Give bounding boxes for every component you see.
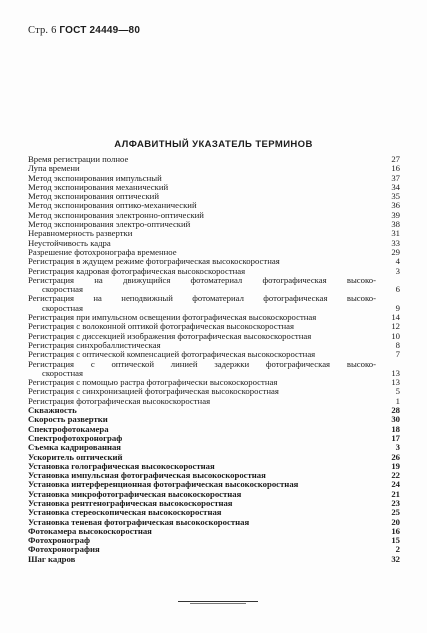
index-page-number: 26: [391, 451, 400, 462]
index-term: Метод экспонирования электро-оптический: [28, 220, 191, 230]
index-page-number: 23: [391, 497, 400, 508]
index-term: Неравномерность развертки: [28, 229, 133, 239]
index-term-continuation: скоростная: [42, 367, 84, 378]
index-term: Регистрация с оптической компенсацией фотографическая высокоскоростная: [28, 350, 316, 360]
index-term: Съемка кадрированная: [28, 443, 121, 453]
index-entry: [28, 257, 400, 266]
index-page-number: 3: [395, 442, 400, 453]
index-entry: [28, 229, 400, 238]
index-page-number: 34: [391, 181, 400, 192]
index-page-number: 31: [391, 228, 400, 239]
index-page-number: 29: [391, 246, 400, 257]
index-term: Установка рентгенографическая высокоскоростная: [28, 498, 233, 508]
index-page-number: 38: [391, 219, 400, 230]
index-entry: [28, 313, 400, 322]
index-term: Скорость развертки: [28, 415, 108, 425]
index-term: Установка микрофотографическая высокоскоростная: [28, 489, 242, 499]
index-term: Метод экспонирования оптико-механический: [28, 201, 197, 211]
index-entry: [28, 434, 400, 443]
index-page-number: 17: [391, 432, 400, 443]
index-entry: [28, 490, 400, 499]
index-entry: [28, 350, 400, 359]
index-page-number: 14: [391, 312, 400, 323]
index-term: Спектрофотохронограф: [28, 433, 123, 443]
index-entry: [28, 425, 400, 434]
index-entry: [28, 201, 400, 210]
index-term: Спектрофотокамера: [28, 424, 109, 434]
index-term: Неустойчивость кадра: [28, 238, 111, 248]
index-term: Метод экспонирования оптический: [28, 192, 159, 202]
index-term: Регистрация с синхронизацией фотографическая высокоскоростная: [28, 387, 279, 397]
index-entry: [28, 220, 400, 229]
index-term: Регистрация синхробаллистическая: [28, 340, 161, 350]
index-term-line: Регистрация на неподвижный фотоматериал фотографическая высоко-: [28, 294, 376, 304]
index-term: Регистрация в ждущем режиме фотографическая высокоскоростная: [28, 257, 280, 267]
index-entry: [28, 387, 400, 396]
index-term: Установка голографическая высокоскоростная: [28, 461, 215, 471]
index-term-line: Регистрация с оптической линией задержки фотографическая высоко-: [28, 359, 376, 369]
index-entry: [28, 276, 400, 295]
page-number-label: Стр. 6: [28, 25, 57, 36]
index-term: Установка теневая фотографическая высокоскоростная: [28, 517, 250, 527]
index-entry: [28, 322, 400, 331]
index-page-number: 15: [391, 535, 400, 546]
index-page-number: 10: [391, 330, 400, 341]
index-entry: [28, 239, 400, 248]
index-page-number: 7: [395, 349, 400, 360]
index-page-number: 27: [391, 154, 400, 164]
index-page-number: 25: [391, 507, 400, 518]
index-term: [28, 294, 376, 313]
index-term: Регистрация с помощью растра фотографически высокоскоростная: [28, 378, 278, 388]
index-term: Фотохронограф: [28, 536, 90, 546]
index-term: [28, 360, 376, 379]
index-page-number: 4: [395, 256, 400, 267]
index-entry: [28, 508, 400, 517]
index-page-number: 9: [395, 302, 400, 313]
index-entry: [28, 443, 400, 452]
index-entry: [28, 211, 400, 220]
index-entry: [28, 555, 400, 564]
index-term: Установка импульсная фотографическая высокоскоростная: [28, 471, 266, 481]
index-page-number: 13: [391, 377, 400, 388]
index-term: Фотохронография: [28, 545, 100, 555]
index-page-number: 18: [391, 423, 400, 434]
index-term: Фотокамера высокоскоростная: [28, 526, 152, 536]
index-page-number: 30: [391, 414, 400, 425]
index-entry: [28, 294, 400, 313]
index-page-number: 13: [391, 367, 400, 378]
index-entry: [28, 183, 400, 192]
index-term-continuation: скоростная: [42, 302, 84, 313]
index-entry: [28, 248, 400, 257]
index-entry: [28, 471, 400, 480]
index-page-number: 37: [391, 172, 400, 183]
index-page-number: 22: [391, 470, 400, 481]
index-entry: [28, 164, 400, 173]
index-entry: [28, 341, 400, 350]
index-page-number: 35: [391, 191, 400, 202]
index-page-number: 8: [395, 339, 400, 350]
index-entry: [28, 192, 400, 201]
index-term: Установка интерференционная фотографическая высокоскоростная: [28, 480, 299, 490]
index-term-continuation: скоростная: [42, 284, 84, 295]
index-entry: [28, 536, 400, 545]
terms-index: [28, 155, 400, 564]
index-term: Скважность: [28, 406, 77, 416]
index-term: Регистрация фотографическая высокоскоростная: [28, 396, 211, 406]
index-term: Регистрация с волоконной оптикой фотографическая высокоскоростная: [28, 322, 295, 332]
index-page-number: 6: [395, 284, 400, 295]
footer-rule: [178, 601, 258, 602]
index-entry: [28, 267, 400, 276]
index-page-number: 33: [391, 237, 400, 248]
index-entry: [28, 518, 400, 527]
index-page-number: 1: [395, 395, 400, 406]
index-entry: [28, 378, 400, 387]
index-term: Метод экспонирования электронно-оптический: [28, 210, 204, 220]
index-page-number: 2: [395, 544, 400, 555]
index-term-line: Регистрация на движущийся фотоматериал фотографическая высоко-: [28, 275, 376, 285]
index-page-number: 3: [395, 265, 400, 276]
index-term: Время регистрации полное: [28, 155, 129, 164]
index-page-number: 24: [391, 479, 400, 490]
index-term: Шаг кадров: [28, 554, 76, 564]
standard-designation: ГОСТ 24449—80: [59, 25, 141, 36]
index-entry: [28, 415, 400, 424]
index-entry: [28, 453, 400, 462]
index-page-number: 5: [395, 386, 400, 397]
index-entry: [28, 360, 400, 379]
index-entry: [28, 406, 400, 415]
index-entry: [28, 545, 400, 554]
index-page-number: 20: [391, 516, 400, 527]
index-term: Регистрация с диссекцией изображения фотографическая высокоскоростная: [28, 331, 312, 341]
index-page-number: 16: [391, 525, 400, 536]
index-term: Ускоритель оптический: [28, 452, 123, 462]
index-term: Лупа времени: [28, 164, 80, 174]
index-page-number: 36: [391, 200, 400, 211]
index-page-number: 19: [391, 460, 400, 471]
index-page-number: 16: [391, 163, 400, 174]
index-term: Регистрация при импульсном освещении фотографическая высокоскоростная: [28, 313, 317, 323]
index-page-number: 21: [391, 488, 400, 499]
index-term: Разрешение фотохронографа временное: [28, 247, 177, 257]
index-term: Регистрация кадровая фотографическая высокоскоростная: [28, 266, 246, 276]
index-term: Установка стереоскопическая высокоскоростная: [28, 508, 222, 518]
index-page-number: 39: [391, 209, 400, 220]
index-page-number: 28: [391, 405, 400, 416]
index-entry: [28, 155, 400, 164]
index-entry: [28, 527, 400, 536]
index-entry: [28, 480, 400, 489]
index-term: Метод экспонирования импульсный: [28, 173, 162, 183]
index-entry: [28, 499, 400, 508]
index-title: АЛФАВИТНЫЙ УКАЗАТЕЛЬ ТЕРМИНОВ: [114, 139, 313, 150]
footer-rule-short: [190, 603, 246, 604]
index-term: Метод экспонирования механический: [28, 182, 169, 192]
index-entry: [28, 397, 400, 406]
index-page-number: 12: [391, 321, 400, 332]
index-entry: [28, 462, 400, 471]
index-entry: [28, 174, 400, 183]
index-page-number: 32: [391, 553, 400, 564]
page-header: [28, 25, 140, 36]
index-entry: [28, 332, 400, 341]
index-term: [28, 276, 376, 295]
